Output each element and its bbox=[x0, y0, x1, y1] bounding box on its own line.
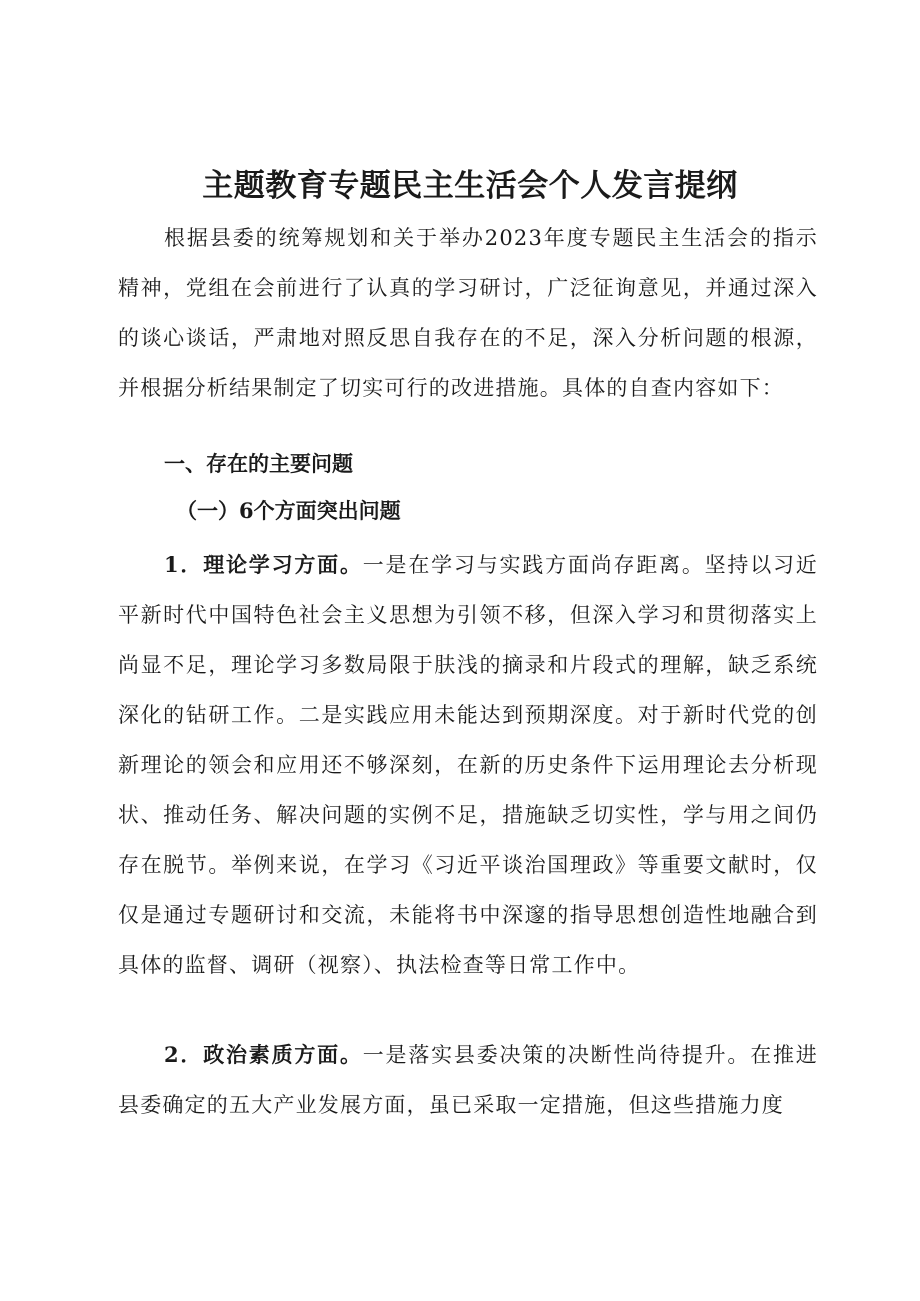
paragraph-theory-study bbox=[118, 540, 818, 990]
document-title: 主题教育专题民主生活会个人发言提纲 bbox=[202, 168, 738, 204]
intro-paragraph: 根据县委的统筹规划和关于举办2023年度专题民主生活会的指示精神，党组在会前进行了认真的学习研讨，广泛征询意见，并通过深入的谈心谈话，严肃地对照反思自我存在的不足，深入分析问题的根源，并根据分析结果制定了切实可行的改进措施。具体的自查内容如下： bbox=[118, 226, 818, 400]
section-heading-1: 一、存在的主要问题 bbox=[164, 452, 353, 476]
paragraph-body-theory-study: 一是在学习与实践方面尚存距离。坚持以习近平新时代中国特色社会主义思想为引领不移，但深入学习和贯彻落实上尚显不足，理论学习多数局限于肤浅的摘录和片段式的理解，缺乏系统深化的钻研工作。二是实践应用未能达到预期深度。对于新时代党的创新理论的领会和应用还不够深刻，在新的历史条件下运用理论去分析现状、推动任务、解决问题的实例不足，措施缺乏切实性，学与用之间仍存在脱节。举例来说，在学习《习近平谈治国理政》等重要文献时，仅仅是通过专题研讨和交流，未能将书中深邃的指导思想创造性地融合到具体的监督、调研（视察）、执法检查等日常工作中。 bbox=[118, 553, 818, 977]
paragraph-lead-political-quality: 2．政治素质方面。 bbox=[164, 1042, 363, 1067]
paragraph-body-political-quality: 一是落实县委决策的决断性尚待提升。在推进县委确定的五大产业发展方面，虽已采取一定措施，但这些措施力度 bbox=[118, 1043, 818, 1117]
subsection-heading-1: （一）6个方面突出问题 bbox=[176, 498, 401, 523]
paragraph-political-quality bbox=[118, 1030, 818, 1130]
paragraph-lead-theory-study: 1．理论学习方面。 bbox=[164, 552, 363, 577]
